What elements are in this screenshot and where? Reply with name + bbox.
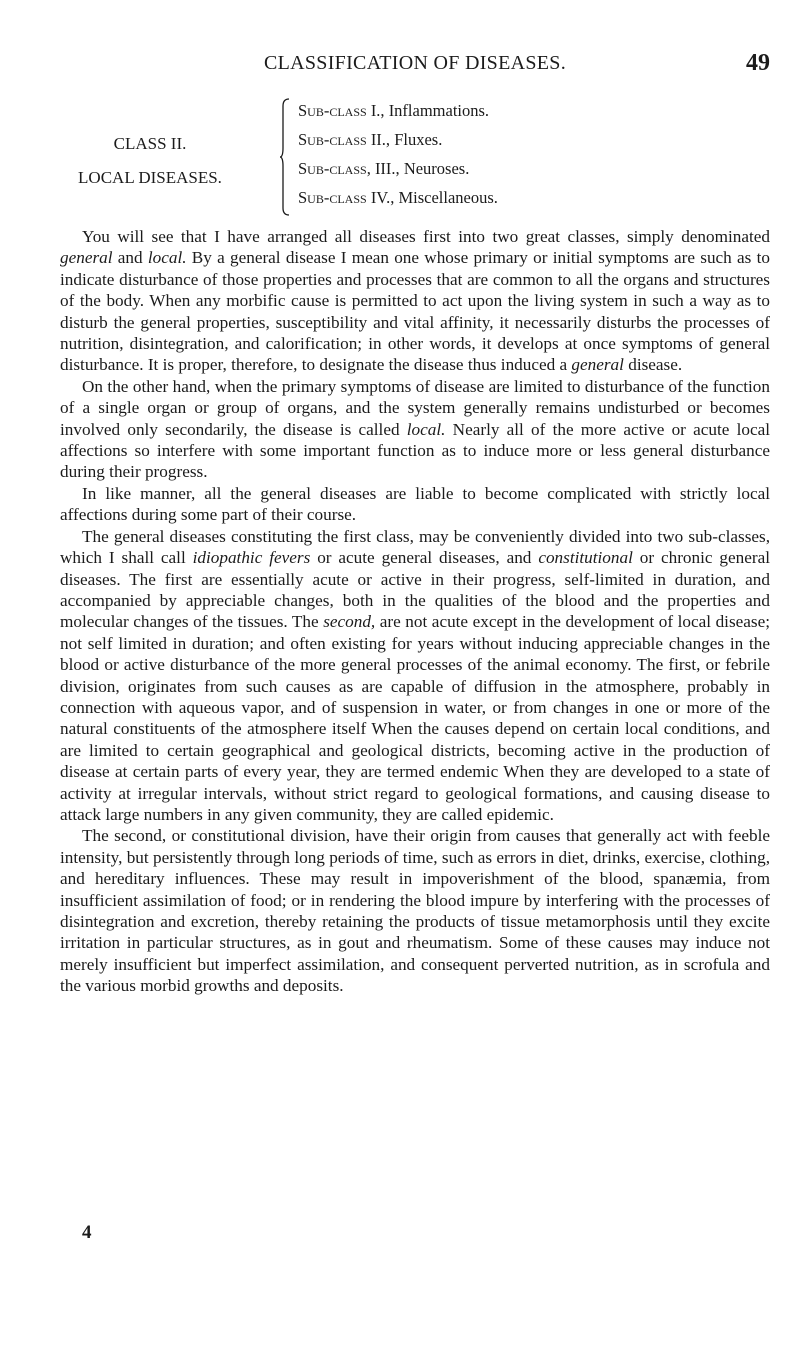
page-header [60, 50, 770, 80]
subclass-name: Miscellaneous. [398, 188, 498, 207]
subclass-list [298, 96, 498, 212]
text-run: The second, or constitutional division, have their origin from causes that generally act with feeble intensity, but persistently through long periods of time, such as errors in diet, drinks, exercise, clothing, and hereditary influences. These may result in impoverishment of the blood, spanæmia, from insufficient assimilation of food; or in rendering the blood impure by interfering with the processes of disintegration and excretion, thereby retaining the products of tissue metamorphosis until they excite irritation in particular structures, as in gout and rheumatism. Some of these causes may induce not merely insufficient but imperfect assimilation, and consequent perverted nutrition, as in scrofula and the various morbid growths and deposits. [60, 826, 770, 996]
emphasis: constitutional [538, 548, 633, 568]
paragraph [60, 376, 770, 483]
emphasis: local. [406, 419, 446, 439]
class-title: CLASS II. [113, 134, 187, 153]
signature-mark: 4 [82, 1222, 92, 1243]
text-run: or acute general diseases, and [310, 548, 539, 568]
running-head: CLASSIFICATION OF DISEASES. [263, 52, 567, 74]
subclass-name: Fluxes. [394, 130, 443, 149]
subclass-item [298, 96, 498, 125]
subclass-term: Sub-class, III., [298, 159, 400, 178]
subclass-item [298, 183, 498, 212]
text-run: On the other hand, when the primary symptoms of disease are limited to disturbance of the function of a single organ or group of organs, and the system generally remains undisturbed or becomes involved only secondarily, the disease is called [60, 376, 770, 439]
text-run: Nearly all of the more active or acute local affections so interfere with some important function as to induce more or less general disturbance during their progress. [60, 419, 771, 482]
body-text [60, 226, 770, 997]
text-run: In like manner, all the general diseases are liable to become complicated with strictly local affections during some part of their course. [60, 483, 770, 525]
emphasis: general [571, 355, 624, 375]
text-run: The general diseases constituting the first class, may be conveniently divided into two sub-classes, which I shall call [60, 526, 770, 568]
subclass-term: Sub-class I., [298, 101, 385, 120]
subclass-item [298, 154, 498, 183]
text-run: are not acute except in the development of local disease; not self limited in duration; and often existing for years without inducing appreciable changes in the blood or active disturbance of the more general processes of the animal economy. The first, or febrile division, originates from such causes as are capable of diffusion in the atmosphere, probably in connection with aqueous vapor, and of suspension in water, or from changes in one or more of the natural constituents of the atmosphere itself When the causes depend on certain local conditions, and are limited to certain geographical and geological districts, becoming active in the production of disease at certain parts of every year, they are termed endemic When they are developed to a state of activity at irregular intervals, without strict regard to geological formations, and causing disease to attack large numbers in any given community, they are called epidemic. [60, 612, 770, 824]
emphasis: idiopathic fevers [192, 548, 311, 568]
subclass-term: Sub-class IV., [298, 188, 395, 207]
text-run: and [112, 248, 148, 268]
paragraph [60, 825, 770, 996]
text-run: You will see that I have arranged all diseases first into two great classes, simply denominated [82, 227, 770, 246]
paragraph [60, 226, 770, 376]
subclass-term: Sub-class II., [298, 130, 391, 149]
class-subtitle: LOCAL DISEASES. [78, 168, 222, 187]
text-run: disease. [623, 355, 683, 375]
emphasis: local. [147, 248, 187, 268]
classification-table [30, 96, 770, 224]
subclass-name: Inflammations. [388, 101, 490, 120]
subclass-name: Neuroses. [403, 159, 470, 178]
paragraph [60, 483, 770, 526]
curly-brace [280, 98, 290, 216]
paragraph [60, 526, 770, 826]
page-number: 49 [746, 50, 770, 76]
emphasis: general [60, 248, 113, 268]
subclass-item [298, 125, 498, 154]
emphasis: second, [323, 612, 376, 632]
text-run: or chronic general diseases. The first are essentially acute or active in their progress, self-limited in duration, and accompanied by appreciable changes, both in the qualities of the blood and the properties and molecular changes of the tissues. The [60, 548, 770, 632]
text-run: By a general disease I mean one whose primary or initial symptoms are such as to indicate disturbance of those properties and processes that are common to all the organs and structures of the body. When any morbific cause is permitted to act upon the living system in such a way as to disturb the general properties, susceptibility and vital affinity, it necessarily disturbs the processes of nutrition, disintegration, and calorification; in other words, it develops at once symptoms of general disturbance. It is proper, therefore, to designate the disease thus induced a [60, 248, 770, 375]
